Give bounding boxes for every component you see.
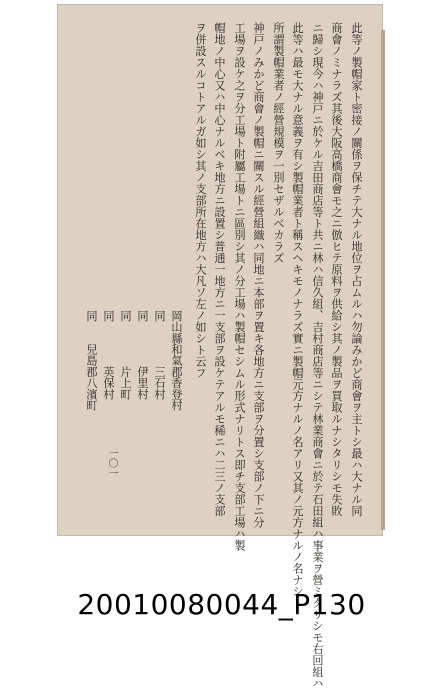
text-column-9: ヲ併設スルコトアルガ如シ其ノ支部所在地方ハ大凡ソ左ノ如シト云フ [194, 22, 207, 379]
page-edge [381, 30, 385, 530]
list-item: 同 兒島郡八濱町 [85, 310, 98, 411]
image-caption: 20010080044_P130 [77, 588, 366, 621]
list-item: 同 片上町 [119, 310, 132, 400]
text-column-7: 工場ヲ設ケ之ヲ分工場ト附屬工場トニ區別シ其ノ分工場ハ製帽セシムル形式ナリトス即チ支部工場ハ製 [233, 22, 246, 551]
text-column-6: 神戸ノみかど商會ノ製帽ニ關スル經營組織ハ同地ニ本部ヲ置キ各地方ニ支部ヲ分置シ支部ノ下ニ分 [252, 22, 265, 528]
text-column-5: 所謂製帽業者ノ經營規模ヲ一別セザルベカラズ [272, 22, 285, 264]
text-column-8: 帽地ノ中心又ハ中心ナルベキ地方ニ設置シ普通一地方ニ一支部ヲ設ケテアルモ稀ニハ二三ノ支部 [213, 22, 226, 517]
list-item: 同 英保村 [102, 310, 115, 400]
text-column-2: 商會ノミナラズ其後大阪高橋商會モ之ニ倣ヒテ原料ヲ供給シ其ノ製品ヲ買取ルナシタリシモ失敗 [330, 22, 343, 517]
list-item: 同 伊里村 [136, 310, 149, 400]
text-column-4: 此等ハ最モ大ナル意義ヲ有シ製帽業者ト稱スヘキモノナラズ實ニ製帽元方ナルノ名アリ又其ノ元方ナルノ名ナシ [291, 22, 304, 597]
list-item: 岡山縣和氣郡香登村 [170, 310, 183, 411]
page-number: 一〇一 [106, 448, 117, 478]
text-column-3: ニ歸シ現今ハ神戸ニ於ケル吉田商店等ト共ニ林ハ信久組、吉村商店等ニシテ林業商會ニ於テ石田組ハ事業ヲ營ミタリシモ右回組ハ [311, 22, 324, 689]
text-column-1: 此等ノ製帽家ト密接ノ關係ヲ保チテ大ナル地位ヲ占ムルハ勿論みかど商會ヲ主トシ最ハ大ナル同 [350, 22, 363, 517]
list-item: 同 三石村 [153, 310, 166, 400]
